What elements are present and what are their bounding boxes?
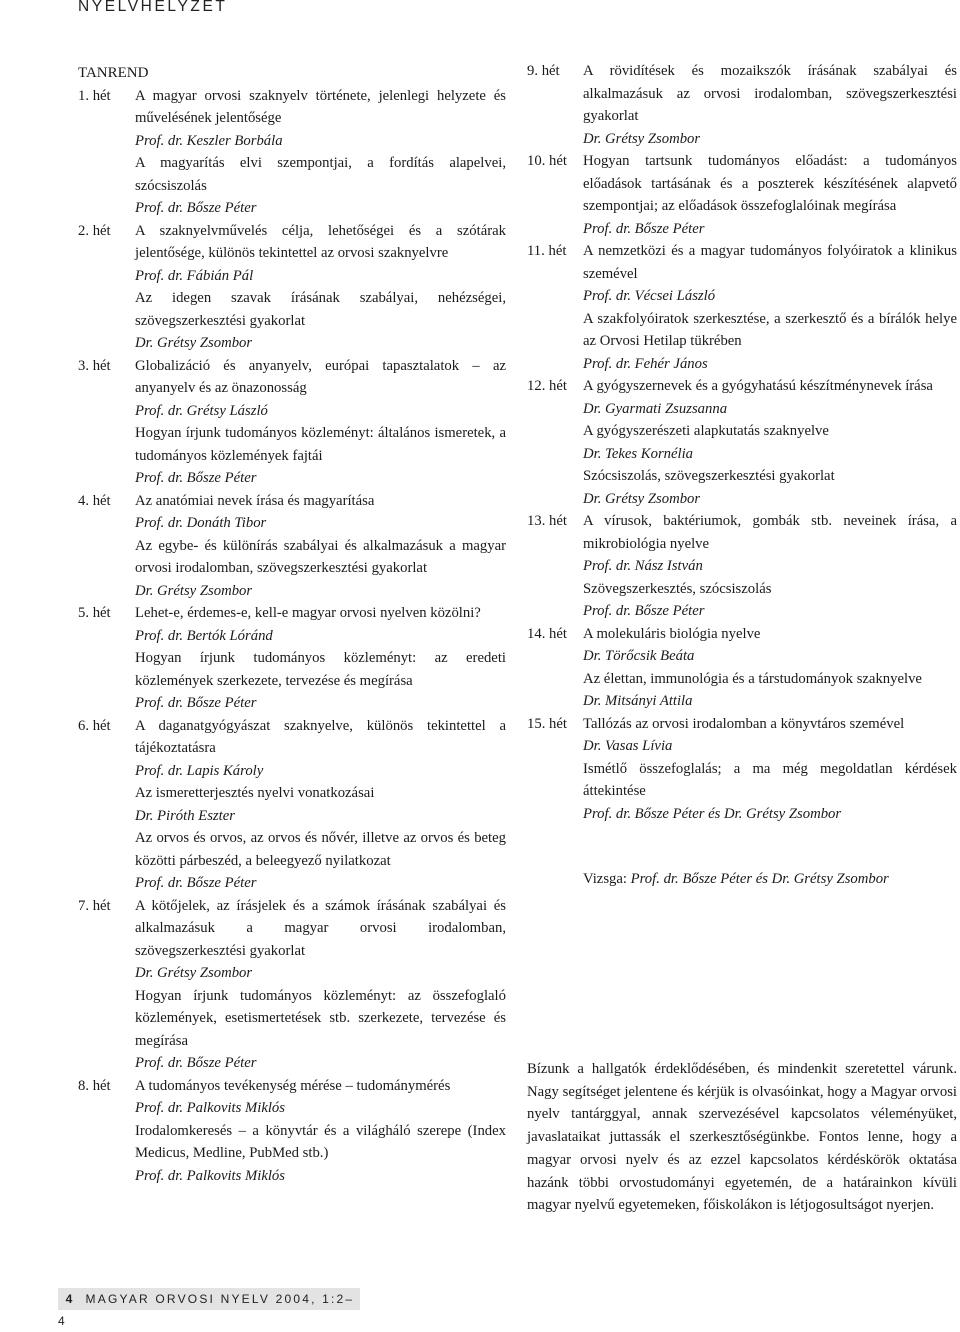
week-label: 1. hét [78,87,111,104]
lecturer-name: Prof. dr. Bősze Péter [583,603,705,619]
page-footer [58,1288,360,1328]
lecturer-name: Prof. dr. Palkovits Miklós [135,1100,285,1116]
lecture-topic: A vírusok, baktériumok, gombák stb. neveinek írása, a mikrobiológia nyelve [583,513,957,552]
week-entries [135,1075,506,1188]
schedule-title: TANREND [78,65,149,81]
lecture-topic: Az egybe- és különírás szabályai és alkalmazásuk a magyar orvosi irodalomban, szövegszerkesztési gyakorlat [135,537,506,576]
lecturer-name: Prof. dr. Lapis Károly [135,762,264,779]
lecturer-name: Prof. dr. Nász István [583,558,703,574]
lecture-topic: Globalizáció és anyanyelv, európai tapasztalatok – az anyanyelv és az önazonosság [135,357,506,396]
lecturer-name: Dr. Piróth Eszter [135,807,235,824]
lecture-topic: Lehet-e, érdemes-e, kell-e magyar orvosi nyelven közölni? [135,605,481,621]
lecturer-name: Prof. dr. Vécsei László [583,288,716,304]
lecture-topic: A daganatgyógyászat szaknyelve, különös tekintettel a tájékoztatásra [135,717,506,756]
week-block [527,60,957,150]
lecturer-name: Prof. dr. Bősze Péter és Dr. Grétsy Zsombor [583,805,842,822]
lecture-topic: A kötőjelek, az írásjelek és a számok írásának szabályai és alkalmazásuk a magyar orvosi irodalomban, szövegszerkesztési gyakorlat [135,897,506,959]
week-entries [135,895,506,1075]
lecturer-name: Prof. dr. Bertók Lóránd [135,627,273,644]
lecturer-name: Dr. Grétsy Zsombor [583,130,701,147]
page-number: 4 [65,1292,73,1306]
lecture-topic: A tudományos tevékenység mérése – tudománymérés [135,1077,451,1094]
week-label: 6. hét [78,717,111,734]
lecture-topic: Ismétlő összefoglalás; a ma még megoldatlan kérdések áttekintése [583,760,957,799]
week-label: 4. hét [78,492,111,509]
lecture-topic: Hogyan írjunk tudományos közleményt: általános ismeretek, a tudományos közlemények fajtái [135,425,506,464]
lecturer-name: Dr. Grétsy Zsombor [135,965,253,981]
week-block [527,240,957,375]
exam-label: Vizsga: [583,871,627,887]
lecture-topic: Az ismeretterjesztés nyelvi vonatkozásai [135,785,375,801]
week-label: 2. hét [78,222,111,239]
lecturer-name: Dr. Mitsányi Attila [583,693,693,709]
week-entries [583,510,957,623]
week-block [78,602,506,715]
week-block [78,895,506,1075]
week-entries [135,602,506,715]
lecture-topic: Az orvos és orvos, az orvos és nővér, illetve az orvos és beteg közötti párbeszéd, a beleegyező nyilatkozat [135,830,506,869]
week-entries [583,240,957,375]
lecturer-name: Prof. dr. Grétsy László [135,402,268,419]
week-entries [135,355,506,490]
lecturer-name: Prof. dr. Fábián Pál [135,267,254,284]
lecture-topic: A szaknyelvművelés célja, lehetőségei és a szótárak jelentősége, különös tekintettel az orvosi szaknyelvre [135,222,506,261]
week-label: 10. hét [527,153,567,169]
week-block [78,715,506,895]
lecture-topic: Szövegszerkesztés, szócsiszolás [583,580,772,597]
lecturer-name: Prof. dr. Bősze Péter [135,695,257,711]
closing-paragraph: Bízunk a hallgatók érdeklődésében, és mindenkit szeretettel várunk. Nagy segítséget jelentene és kérjük is olvasóinkat, hogy a Magyar orvosi nyelv tantárggyal, annak szervezésével kapcsolatos véleményüket, javaslataikat juttassák el szerkesztőségünkbe. Fontos lenne, hogy a magyar orvosi nyelv és az ezzel kapcsolatos kérdéskörök oktatása hazánk többi orvostudományi egyetemén, de a határainkon kívüli magyar nyelvű egyetemeken, főiskolákon is létjogosultságot nyerjen. [527,1061,957,1214]
lecturer-name: Prof. dr. Bősze Péter [583,220,705,237]
lecture-topic: Az idegen szavak írásának szabályai, nehézségei, szövegszerkesztési gyakorlat [135,290,506,329]
lecture-topic: A gyógyszerészeti alapkutatás szaknyelve [583,423,829,439]
week-block [527,510,957,623]
lecture-topic: Irodalomkeresés – a könyvtár és a világháló szerepe (Index Medicus, Medline, PubMed stb.) [135,1122,506,1161]
week-list-right [527,60,957,825]
week-label: 15. hét [527,715,567,732]
lecturer-name: Dr. Törőcsik Beáta [583,648,695,664]
week-entries [135,715,506,895]
lecture-topic: A gyógyszernevek és a gyógyhatású készítménynevek írása [583,378,933,394]
lecturer-name: Dr. Gyarmati Zsuzsanna [583,400,728,417]
schedule-right-column [527,60,957,891]
week-list-left [78,85,506,1188]
week-entries [583,375,957,510]
week-block [78,85,506,220]
week-label: 7. hét [78,897,111,914]
lecture-topic: Hogyan írjunk tudományos közleményt: az összefoglaló közlemények, esetismertetések stb. szerkezete, tervezése és megírása [135,987,506,1049]
week-block [78,490,506,603]
lecturer-name: Prof. dr. Palkovits Miklós [135,1167,285,1184]
lecturer-name: Prof. dr. Bősze Péter [135,1055,257,1071]
week-entries [135,220,506,355]
week-entries [583,60,957,150]
week-block [527,150,957,240]
lecturer-name: Dr. Vasas Lívia [583,738,673,754]
lecture-topic: Szócsiszolás, szövegszerkesztési gyakorlat [583,468,835,484]
week-block [78,355,506,490]
lecture-topic: A magyarítás elvi szempontjai, a fordítás alapelvei, szócsiszolás [135,155,506,194]
week-block [527,375,957,510]
lecture-topic: A szakfolyóiratok szerkesztése, a szerkesztő és a bírálók helye az Orvosi Hetilap tükrében [583,310,957,349]
lecturer-name: Prof. dr. Bősze Péter [135,200,257,216]
lecture-topic: Hogyan tartsunk tudományos előadást: a tudományos előadások tartásának és a poszterek készítésének alapvető szempontjai; az előadások összefoglalóinak megírása [583,153,957,214]
lecturer-name: Dr. Tekes Kornélia [583,445,694,462]
week-label: 5. hét [78,605,111,621]
week-label: 14. hét [527,625,567,642]
week-block [78,220,506,355]
lecture-topic: Az anatómiai nevek írása és magyarítása [135,492,375,509]
week-block [78,1075,506,1188]
lecture-topic: Az élettan, immunológia és a társtudományok szaknyelve [583,670,922,687]
lecturer-name: Prof. dr. Keszler Borbála [135,132,283,149]
lecture-topic: Hogyan írjunk tudományos közleményt: az eredeti közlemények szerkezete, tervezése és megírása [135,650,506,689]
schedule-left-column [78,60,506,1187]
lecture-topic: A magyar orvosi szaknyelv története, jelenlegi helyzete és művelésének jelentősége [135,87,506,126]
week-entries [135,85,506,220]
lecture-topic: Tallózás az orvosi irodalomban a könyvtáros szemével [583,715,905,732]
week-entries [583,150,957,240]
journal-citation: MAGYAR ORVOSI NYELV 2004, 1:2–4 [58,1292,355,1328]
week-label: 11. hét [527,243,567,259]
exam-examiners: Prof. dr. Bősze Péter és Dr. Grétsy Zsombor [630,871,889,887]
week-entries [583,623,957,713]
lecture-topic: A molekuláris biológia nyelve [583,625,761,642]
week-label: 12. hét [527,378,567,394]
lecture-topic: A nemzetközi és a magyar tudományos folyóiratok a klinikus szemével [583,243,957,282]
lecturer-name: Prof. dr. Fehér János [583,355,708,372]
week-block [527,623,957,713]
week-entries [583,713,957,826]
lecture-topic: A rövidítések és mozaikszók írásának szabályai és alkalmazásuk az orvosi irodalomban, szövegszerkesztési gyakorlat [583,63,957,124]
lecturer-name: Prof. dr. Donáth Tibor [135,515,267,531]
week-label: 13. hét [527,513,567,529]
week-label: 9. hét [527,63,560,79]
lecturer-name: Dr. Grétsy Zsombor [135,582,253,599]
lecturer-name: Dr. Grétsy Zsombor [135,335,253,351]
lecturer-name: Prof. dr. Bősze Péter [135,875,257,891]
exam-line [527,868,957,891]
section-header: NYELVHELYZET [78,0,228,15]
week-label: 3. hét [78,357,111,374]
week-entries [135,490,506,603]
lecturer-name: Prof. dr. Bősze Péter [135,470,257,486]
lecturer-name: Dr. Grétsy Zsombor [583,490,701,507]
week-label: 8. hét [78,1077,111,1094]
week-block [527,713,957,826]
